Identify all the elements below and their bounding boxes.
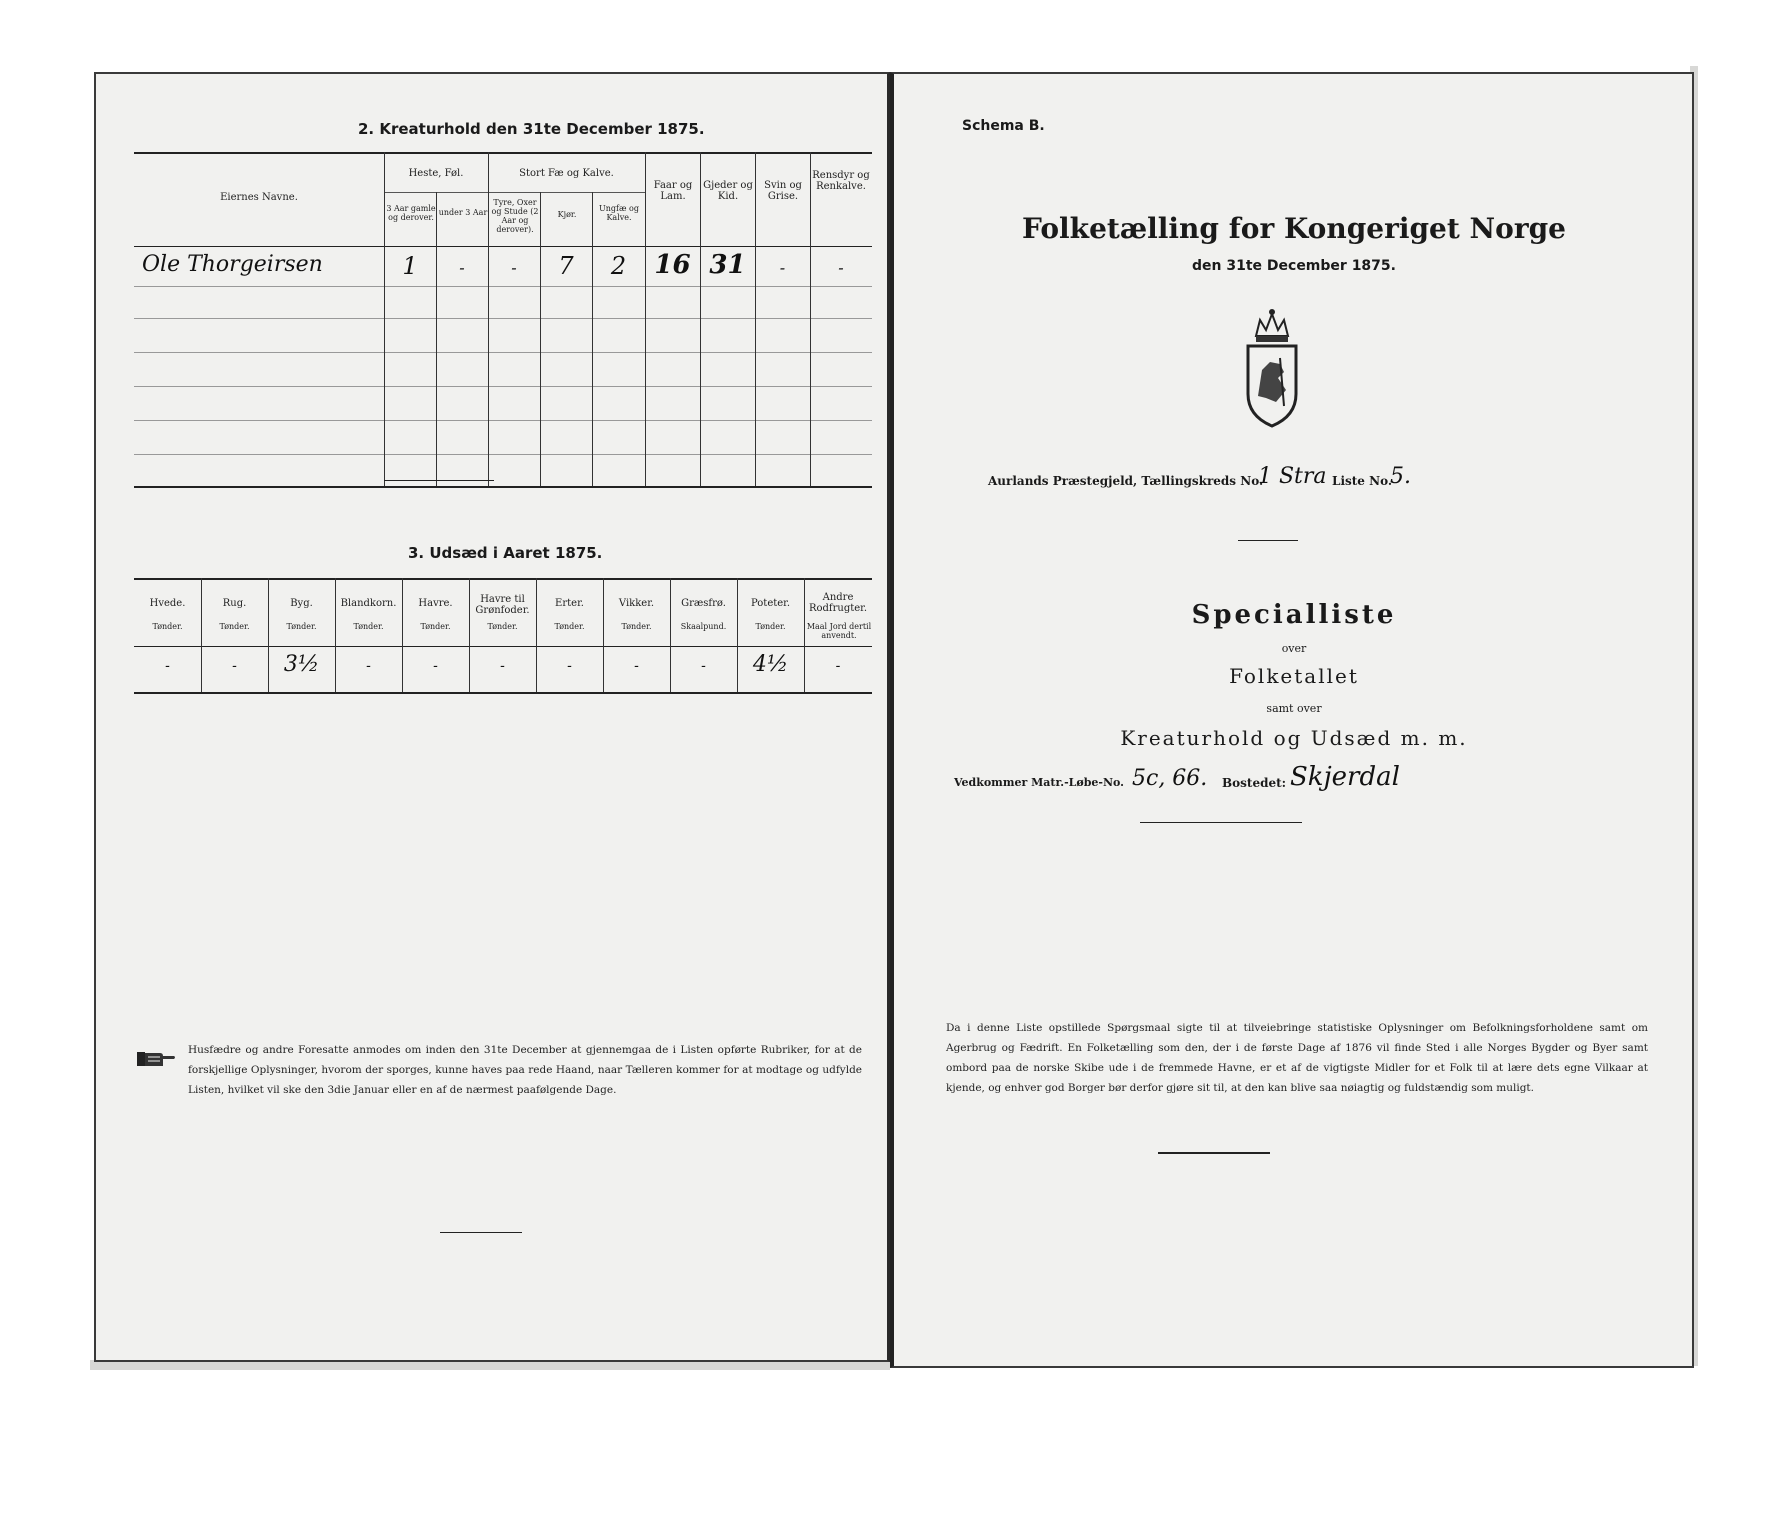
seed-value-barley: 3½ [283,652,320,677]
seed-unit-vetch: Tønder. [621,622,652,631]
cattle-cows-value: 7 [558,252,574,280]
header-pigs: Svin og Grise. [764,180,802,202]
header-horses: Heste, Føl. [408,168,464,179]
header-goats: Gjeder og Kid. [703,180,753,202]
seed-value-wheat: - [165,658,170,674]
seed-value-roots: - [835,658,841,674]
district-label-a: Aurlands Præstegjeld, Tællingskreds No. [988,474,1264,488]
reindeer-value: - [838,258,844,277]
over-text-1: over [1281,642,1307,655]
seed-header-vetch: Vikker. [618,598,655,609]
bosted-value: Skjerdal [1290,762,1400,792]
divider-1 [1238,540,1298,541]
seed-header-grass: Græsfrø. [681,598,726,609]
divider-3 [1158,1152,1270,1154]
folketallet-text: Folketallet [1229,664,1359,688]
seed-value-peas: - [567,658,572,674]
seed-value-green-oats: - [500,658,505,674]
header-cattle-bulls: Tyre, Oxer og Stude (2 Aar og derover). [491,198,539,234]
pointing-hand-icon [136,1048,176,1074]
seed-table [134,578,872,708]
section3-title: 3. Udsæd i Aaret 1875. [408,544,603,562]
seed-unit-barley: Tønder. [286,622,317,631]
pigs-value: - [779,258,786,277]
owner-name: Ole Thorgeirsen [142,252,323,277]
district-value: 1 Stra [1258,464,1327,489]
header-cattle-young: Ungfæ og Kalve. [599,204,639,222]
seed-unit-grass: Skaalpund. [680,622,727,631]
main-date: den 31te December 1875. [1192,258,1396,274]
seed-header-roots: Andre Rodfrugter. [808,592,868,614]
cattle-bulls-value: - [511,258,517,277]
seed-unit-peas: Tønder. [554,622,585,631]
seed-header-barley: Byg. [290,598,313,609]
horses-young-value: - [459,258,465,277]
cattle-young-value: 2 [610,252,627,280]
seed-unit-oats: Tønder. [420,622,451,631]
seed-header-oats: Havre. [418,598,453,609]
horses-old-value: 1 [402,252,418,280]
matr-value: 5c, 66. [1132,766,1208,791]
notice-text: Husfædre og andre Foresatte anmodes om inden den 31te December at gjennemgaa de i Listen opførte Rubriker, for at de forskjellige Oplysninger, hvorom der sporges, kunne haves paa rede Haand, naar Tælleren kommer for at modtage og udfylde Listen, hvilket vil ske den 3die Januar eller en af de nærmest paafølgende Dage. [188,1044,862,1096]
coat-of-arms-icon [1236,306,1308,434]
sheep-value: 16 [654,250,691,280]
samt-over-text: samt over [1266,702,1322,715]
list-number: 5. [1390,464,1411,489]
header-reindeer: Rensdyr og Renkalve. [812,170,870,192]
header-owner: Eiernes Navne. [220,192,298,203]
divider [384,480,494,481]
header-horses-old: 3 Aar gamle og derover. [386,204,436,222]
header-cattle-cows: Kjør. [557,210,577,219]
seed-unit-wheat: Tønder. [152,622,183,631]
seed-value-grass: - [701,658,706,674]
seed-value-oats: - [433,658,438,674]
seed-header-wheat: Hvede. [149,598,186,609]
seed-header-rye: Rug. [222,598,247,609]
left-page [94,72,890,1362]
schema-label: Schema B. [962,118,1045,134]
seed-unit-mixed: Tønder. [353,622,384,631]
seed-value-mixed: - [366,658,371,674]
header-horses-young: under 3 Aar [438,208,488,217]
specialliste-title: Specialliste [1191,600,1397,630]
district-label-b: Liste No. [1332,474,1393,488]
section2-title: 2. Kreaturhold den 31te December 1875. [358,120,705,138]
goats-value: 31 [709,250,746,280]
matr-label: Vedkommer Matr.-Løbe-No. [954,776,1124,789]
seed-header-mixed: Blandkorn. [340,598,397,609]
right-page [890,72,1694,1368]
seed-header-green-oats: Havre til Grønfoder. [475,594,530,616]
livestock-table [134,152,872,492]
header-sheep: Faar og Lam. [653,180,693,202]
seed-value-rye: - [232,658,237,674]
seed-unit-green-oats: Tønder. [487,622,518,631]
main-title: Folketælling for Kongeriget Norge [1022,212,1566,245]
seed-header-potatoes: Poteter. [750,598,791,609]
seed-header-peas: Erter. [555,598,584,609]
seed-unit-rye: Tønder. [219,622,250,631]
kreaturhold-text: Kreaturhold og Udsæd m. m. [1120,726,1468,750]
header-cattle: Stort Fæ og Kalve. [519,168,614,179]
info-paragraph: Da i denne Liste opstillede Spørgsmaal sigte til at tilveiebringe statistiske Oplysninger om Befolkningsforholdene samt om Agerbrug og Fædrift. En Folketælling som den, der i de første Dage af 1876 vil finde Sted i alle Norges Bygder og Byer samt ombord paa de norske Skibe ude i de fremmede Havne, er et af de vigtigste Midler for et Folk til at lære dets egne Vilkaar at kjende, og enhver god Borger bør derfor gjøre sit til, at den kan blive saa nøiagtig og fuldstændig som muligt. [946,1022,1648,1094]
bottom-divider [440,1232,522,1233]
seed-value-vetch: - [634,658,639,674]
bosted-label: Bostedet: [1222,776,1287,790]
seed-value-potatoes: 4½ [752,652,789,677]
seed-unit-roots: Maal Jord dertil anvendt. [806,622,872,640]
divider-2 [1140,822,1302,823]
seed-unit-potatoes: Tønder. [755,622,786,631]
